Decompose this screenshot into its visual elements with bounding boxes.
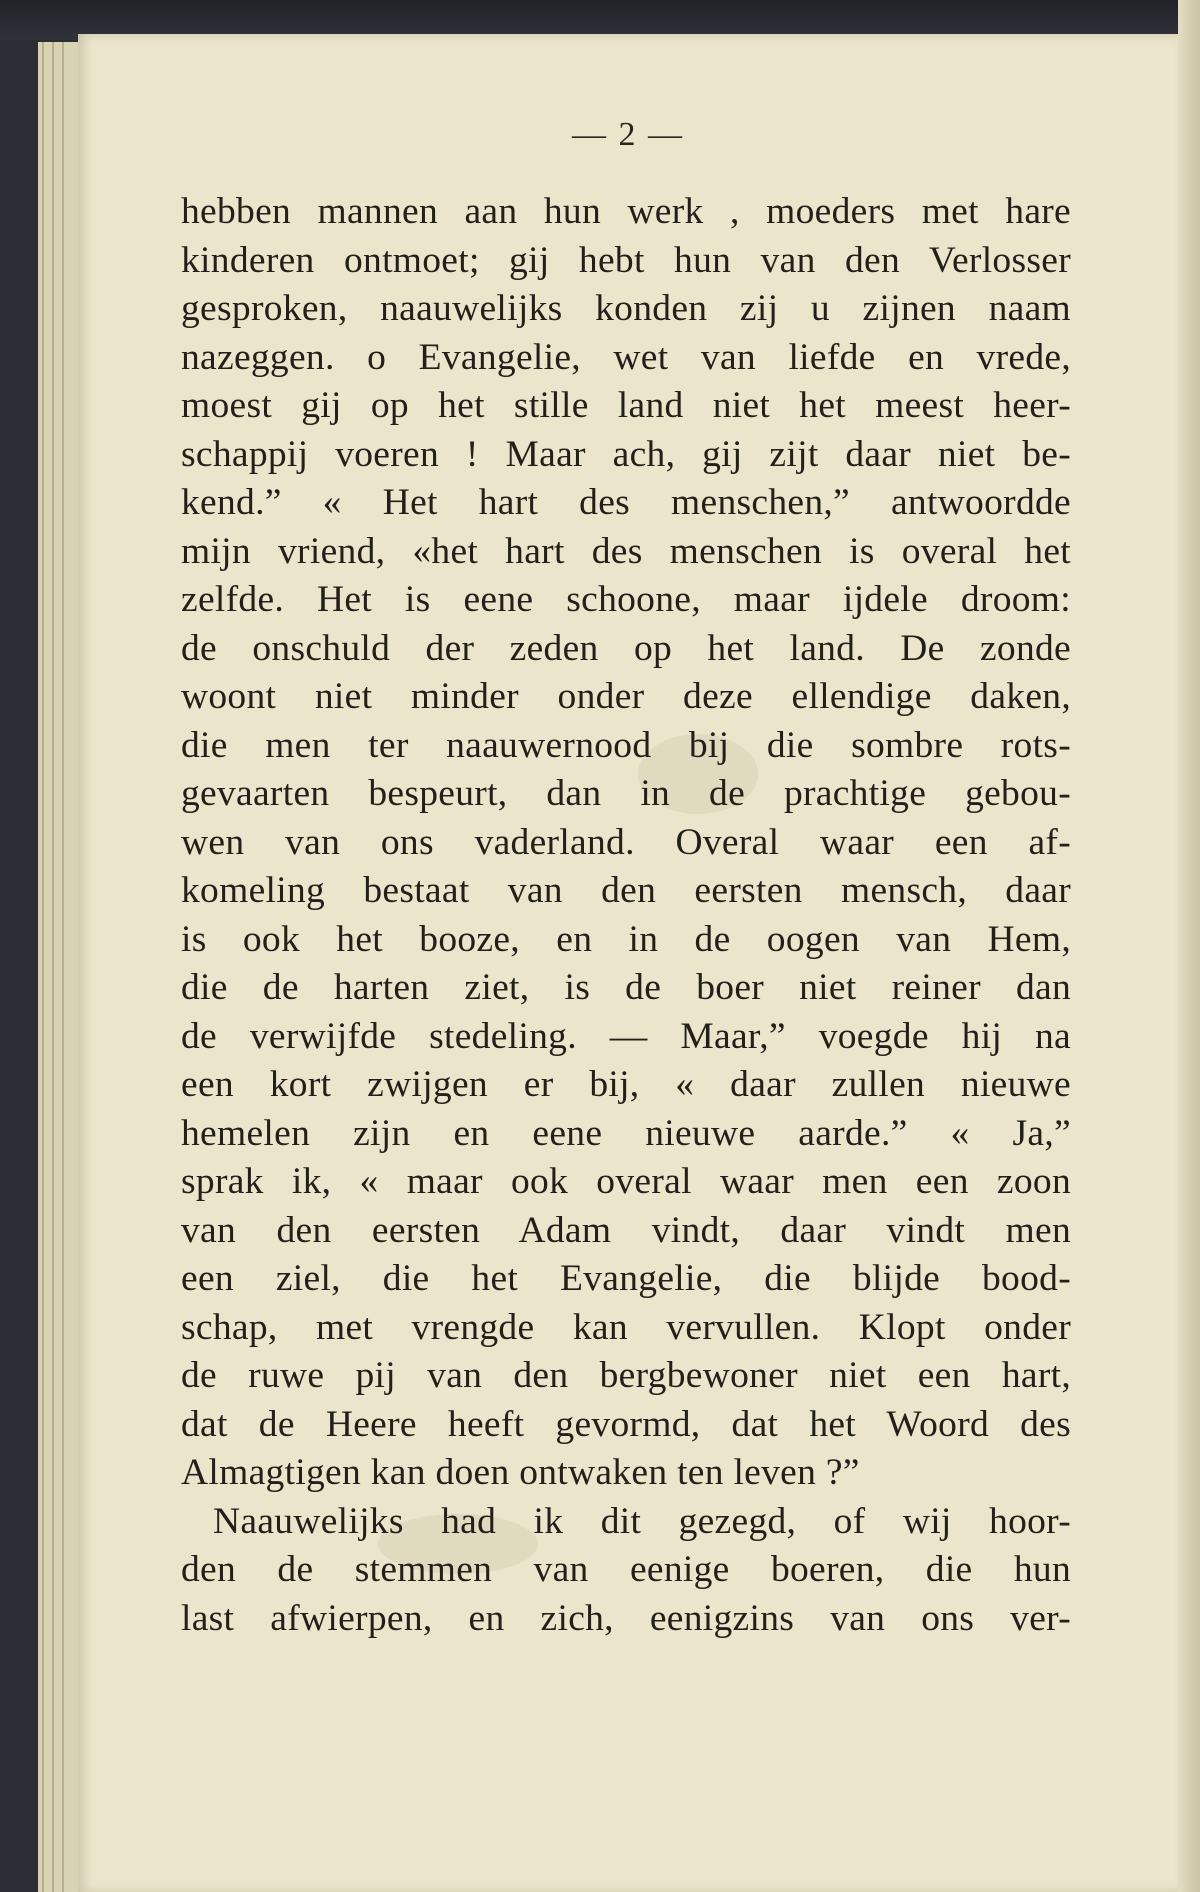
text-line: gevaarten bespeurt, dan in de prachtige gebou- <box>181 773 1071 814</box>
text-line: de ruwe pij van den bergbewoner niet een hart, <box>181 1355 1071 1396</box>
text-line: hebben mannen aan hun werk , moeders met hare <box>181 191 1071 232</box>
page-number: — 2 — <box>572 116 684 153</box>
text-line: nazeggen. o Evangelie, wet van liefde en vrede, <box>181 336 1071 378</box>
text-line: last afwierpen, en zich, eenigzins van ons ver- <box>181 1597 1071 1639</box>
text-line: die men ter naauwernood bij die sombre rots- <box>181 724 1071 766</box>
page-edge-line <box>52 42 54 1892</box>
text-line: die de harten ziet, is de boer niet reiner dan <box>181 967 1071 1008</box>
text-line: de onschuld der zeden op het land. De zonde <box>181 627 1071 669</box>
book-page <box>78 34 1178 1892</box>
page-right-edge <box>1178 0 1200 1892</box>
text-line: de verwijfde stedeling. — Maar,” voegde hij na <box>181 1015 1071 1057</box>
text-line: mijn vriend, «het hart des menschen is overal het <box>181 530 1071 572</box>
text-line: van den eersten Adam vindt, daar vindt men <box>181 1209 1071 1251</box>
text-line: komeling bestaat van den eersten mensch, daar <box>181 870 1071 911</box>
text-line: kinderen ontmoet; gij hebt hun van den Verlosser <box>181 239 1071 281</box>
text-line: een ziel, die het Evangelie, die blijde bood- <box>181 1258 1071 1299</box>
text-line: den de stemmen van eenige boeren, die hun <box>181 1549 1071 1590</box>
text-line: zelfde. Het is eene schoone, maar ijdele droom: <box>181 579 1071 620</box>
page-edge-line <box>62 42 64 1892</box>
text-line: Naauwelijks had ik dit gezegd, of wij hoor- <box>213 1500 1071 1542</box>
text-line: hemelen zijn en eene nieuwe aarde.” « Ja,” <box>181 1112 1071 1154</box>
body-text <box>181 188 1071 1643</box>
text-line: moest gij op het stille land niet het meest heer- <box>181 385 1071 426</box>
text-line: gesproken, naauwelijks konden zij u zijnen naam <box>181 288 1071 329</box>
page-edge-line <box>42 42 44 1892</box>
text-line: dat de Heere heeft gevormd, dat het Woord des <box>181 1403 1071 1445</box>
text-line: sprak ik, « maar ook overal waar men een zoon <box>181 1161 1071 1202</box>
text-line: schappij voeren ! Maar ach, gij zijt daar niet be- <box>181 433 1071 475</box>
text-line: een kort zwijgen er bij, « daar zullen nieuwe <box>181 1064 1071 1105</box>
text-line: wen van ons vaderland. Overal waar een af- <box>181 821 1071 863</box>
text-line: woont niet minder onder deze ellendige daken, <box>181 676 1071 717</box>
text-line: is ook het booze, en in de oogen van Hem, <box>181 918 1071 960</box>
text-line: kend.” « Het hart des menschen,” antwoordde <box>181 482 1071 523</box>
text-line: schap, met vrengde kan vervullen. Klopt onder <box>181 1306 1071 1348</box>
text-line: Almagtigen kan doen ontwaken ten leven ?” <box>181 1452 860 1493</box>
